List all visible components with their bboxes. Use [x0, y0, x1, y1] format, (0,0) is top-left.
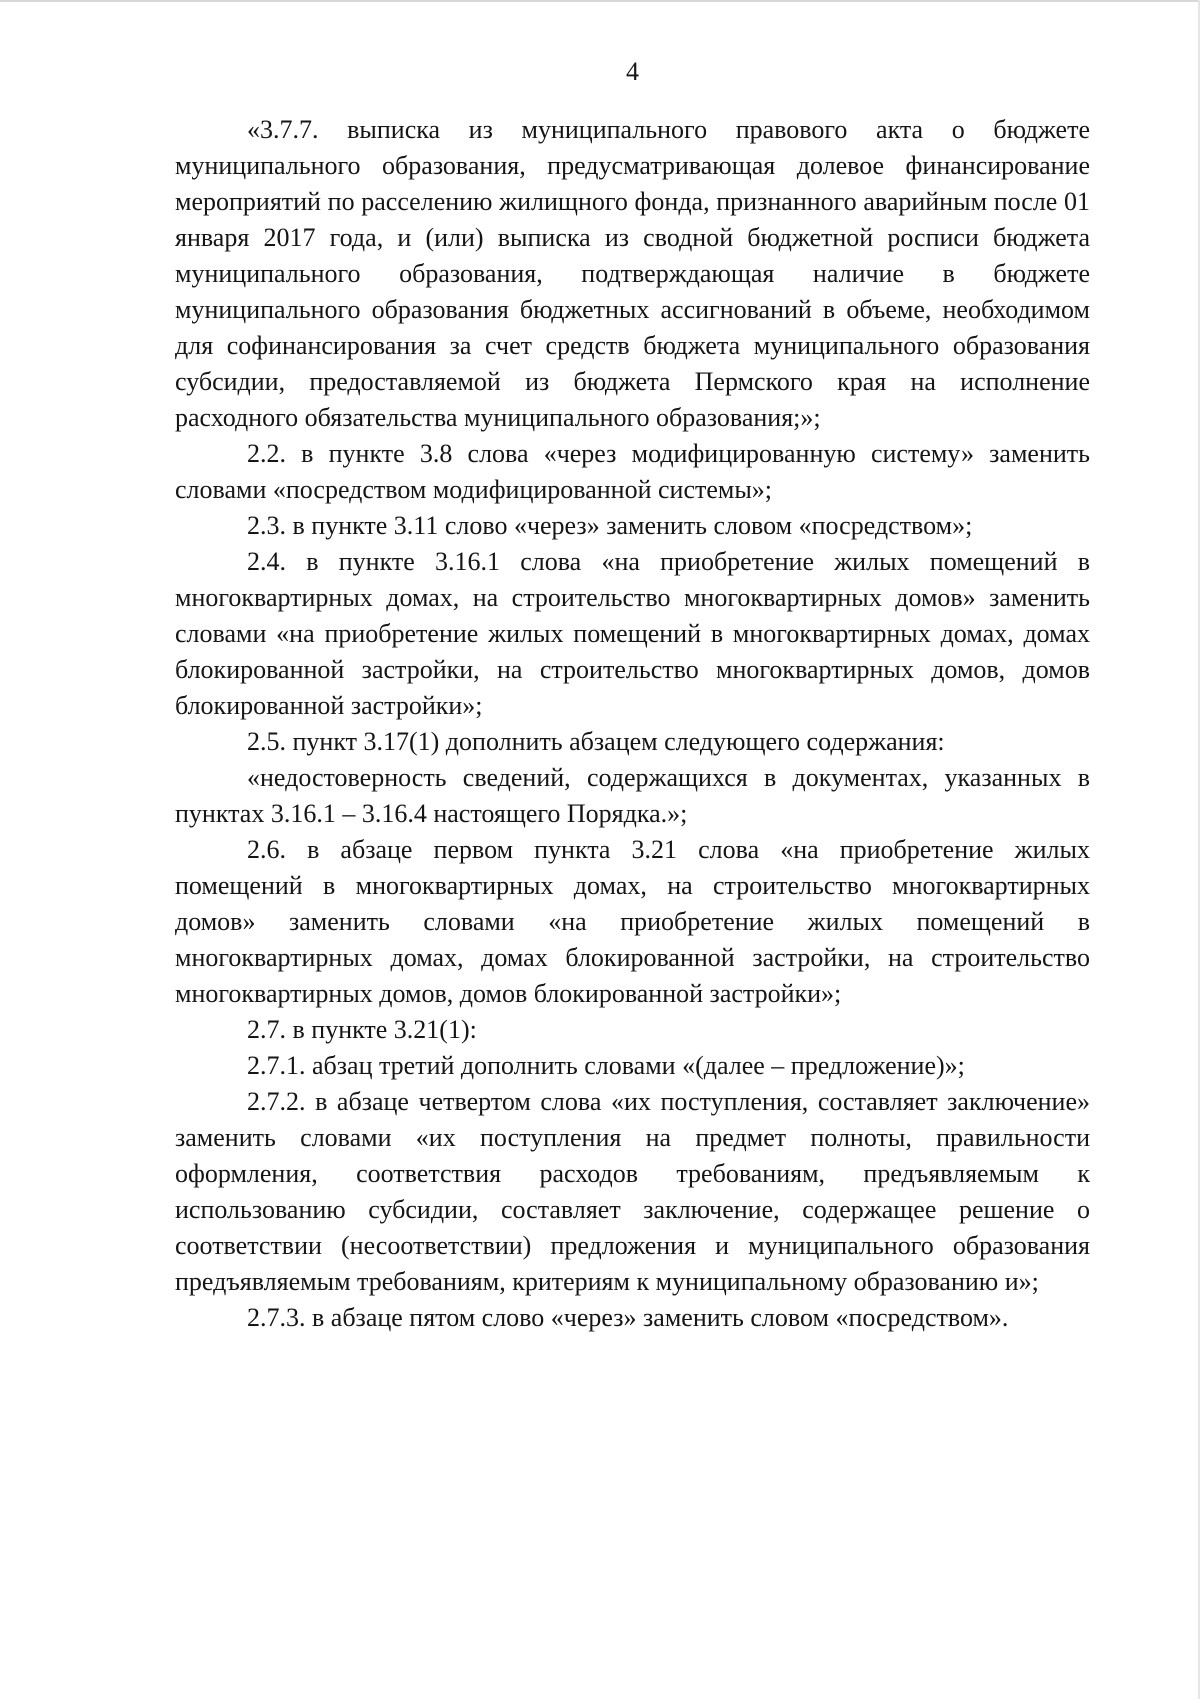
paragraph-2-7-1: 2.7.1. абзац третий дополнить словами «(далее – предложение)»; — [247, 1051, 965, 1080]
paragraph-2-7: 2.7. в пункте 3.21(1): — [247, 1015, 477, 1044]
paragraph-2-5-quote: «недостоверность сведений, содержащихся в документах, указанных в пунктах 3.16.1 – 3.16.4 настоящего Порядка.»; — [175, 763, 1090, 828]
paragraph-3-7-7: «3.7.7. выписка из муниципального правового акта о бюджете муниципального образования, предусматривающая долевое финансирование мероприятий по расселению жилищного фонда, признанного аварийным после 01 января 2017 года, и (или) выписка из сводной бюджетной росписи бюджета муниципального образования, подтверждающая наличие в бюджете муниципального образования бюджетных ассигнований в объеме, необходимом для софинансирования за счет средств бюджета муниципального образования субсидии, предоставляемой из бюджета Пермского края на исполнение расходного обязательства муниципального образования;»; — [175, 115, 1090, 432]
paragraph-2-6: 2.6. в абзаце первом пункта 3.21 слова «на приобретение жилых помещений в многоквартирных домах, на строительство многоквартирных домов» заменить словами «на приобретение жилых помещений в многоквартирных домах, домах блокированной застройки, на строительство многоквартирных домов, домов блокированной застройки»; — [175, 835, 1090, 1008]
paragraph-2-3: 2.3. в пункте 3.11 слово «через» заменить словом «посредством»; — [247, 511, 973, 540]
paragraph-2-4: 2.4. в пункте 3.16.1 слова «на приобретение жилых помещений в многоквартирных домах, на строительство многоквартирных домов» заменить словами «на приобретение жилых помещений в многоквартирных домах, домах блокированной застройки, на строительство многоквартирных домов, домов блокированной застройки»; — [175, 547, 1090, 720]
scan-edge-top — [0, 0, 1200, 2]
document-body — [175, 112, 1090, 1336]
page-number: 4 — [626, 57, 639, 86]
paragraph-2-2: 2.2. в пункте 3.8 слова «через модифицированную систему» заменить словами «посредством модифицированной системы»; — [175, 439, 1090, 504]
paragraph-2-5: 2.5. пункт 3.17(1) дополнить абзацем следующего содержания: — [247, 727, 945, 756]
paragraph-2-7-3: 2.7.3. в абзаце пятом слово «через» заменить словом «посредством». — [247, 1303, 1009, 1332]
paragraph-2-7-2: 2.7.2. в абзаце четвертом слова «их поступления, составляет заключение» заменить словами «их поступления на предмет полноты, правильности оформления, соответствия расходов требованиям, предъявляемым к использованию субсидии, составляет заключение, содержащее решение о соответствии (несоответствии) предложения и муниципального образования предъявляемым требованиям, критериям к муниципальному образованию и»; — [175, 1087, 1090, 1296]
